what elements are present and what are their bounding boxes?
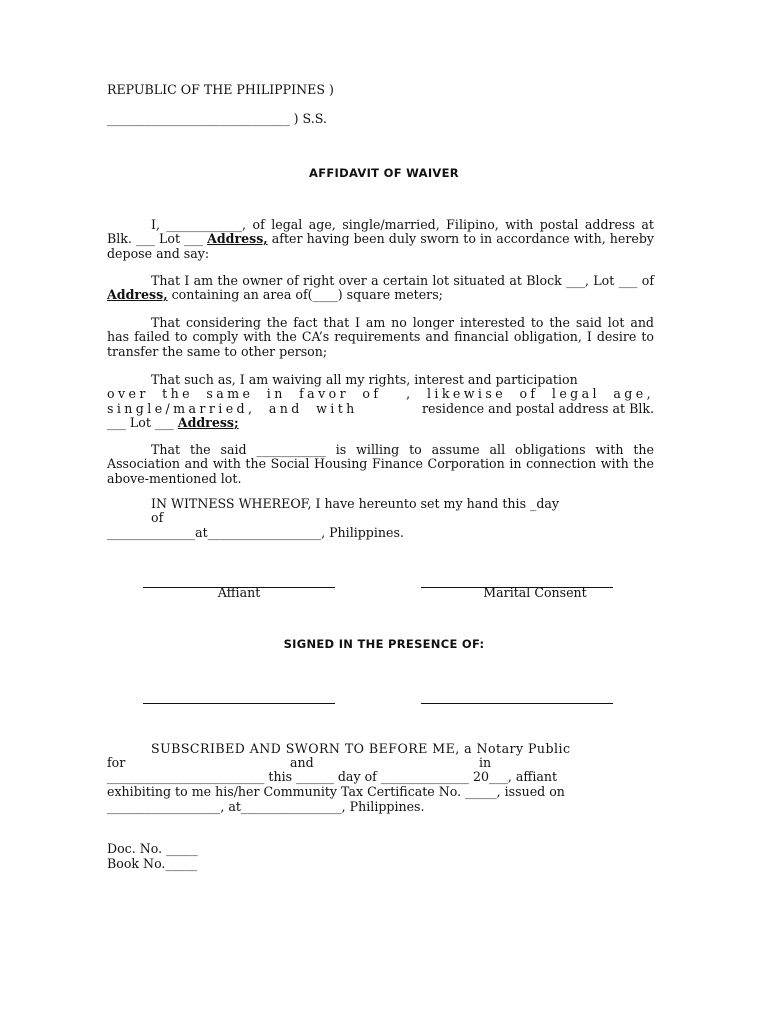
- waiver-line-2a: over the same in favor of: [107, 386, 382, 402]
- paragraph-ownership: [107, 274, 654, 303]
- affiant-label: Affiant: [217, 585, 261, 600]
- waiver-line-1: That such as, I am waiving all my rights, interest and participation: [151, 372, 578, 387]
- waiver-line-3a: single/married, and with: [107, 400, 358, 416]
- paragraph-identity: [107, 218, 654, 261]
- identity-text-b: after having been duly sworn to in accordance with, hereby depose and say:: [107, 231, 655, 261]
- witness-line-3: ______________at__________________, Philippines.: [107, 525, 404, 540]
- document-title: AFFIDAVIT OF WAIVER: [309, 166, 459, 180]
- republic-line: REPUBLIC OF THE PHILIPPINES ): [107, 82, 334, 97]
- jurat-line-3: _________________________ this ______ day of ______________ 20___, affiant: [107, 769, 558, 784]
- waiver-line-3b: residence and postal address at Blk.: [421, 400, 654, 416]
- witness-line-1: IN WITNESS WHEREOF, I have hereunto set my hand this _day: [151, 496, 560, 511]
- address-placeholder: Address,: [207, 231, 268, 247]
- paragraph-waiver: [107, 373, 654, 430]
- ownership-text-a: That I am the owner of right over a certain lot situated at Block ___, Lot ___ of: [151, 273, 654, 288]
- jurat-for: for: [107, 755, 126, 770]
- transfer-text: That considering the fact that I am no longer interested to the said lot and has failed to comply with the CA’s requirements and financial obligation, I desire to transfer the same to other person;: [107, 315, 654, 359]
- assumption-text: That the said ___________ is willing to assume all obligations with the Association and with the Social Housing Finance Corporation in connection with the above-mentioned lot.: [107, 442, 654, 486]
- marital-consent-label: Marital Consent: [483, 585, 587, 600]
- doc-no: Doc. No. _____: [107, 841, 198, 856]
- jurat-and: and: [290, 755, 314, 770]
- jurat-in: in: [479, 755, 492, 770]
- book-no: Book No._____: [107, 856, 197, 871]
- address-placeholder: Address;: [177, 414, 239, 430]
- witness-signature-line-1: [143, 703, 335, 704]
- address-placeholder: Address,: [107, 287, 168, 303]
- ownership-text-b: containing an area of(____) square meters;: [167, 287, 443, 303]
- paragraph-assumption: [107, 443, 654, 486]
- waiver-line-4: [107, 416, 654, 430]
- jurat-line-1: SUBSCRIBED AND SWORN TO BEFORE ME, a Notary Public: [151, 741, 571, 756]
- jurat-line-4: exhibiting to me his/her Community Tax Certificate No. _____, issued on: [107, 784, 565, 799]
- witness-signature-line-2: [421, 703, 613, 704]
- ss-line: _____________________________ ) S.S.: [107, 111, 327, 126]
- waiver-line-2b: , likewise of legal age,: [406, 386, 654, 402]
- witness-line-2: of: [151, 510, 164, 525]
- waiver-lot-text: ___ Lot ___: [107, 414, 178, 430]
- jurat-line-5: __________________, at________________, Philippines.: [107, 799, 425, 814]
- waiver-line-3: [107, 402, 654, 416]
- identity-text-a: I, ____________, of legal age, single/married, Filipino, with postal address at Blk. ___ Lot ___: [107, 217, 654, 247]
- waiver-line-2: [107, 387, 654, 401]
- paragraph-transfer: [107, 316, 654, 359]
- presence-title: SIGNED IN THE PRESENCE OF:: [283, 637, 485, 651]
